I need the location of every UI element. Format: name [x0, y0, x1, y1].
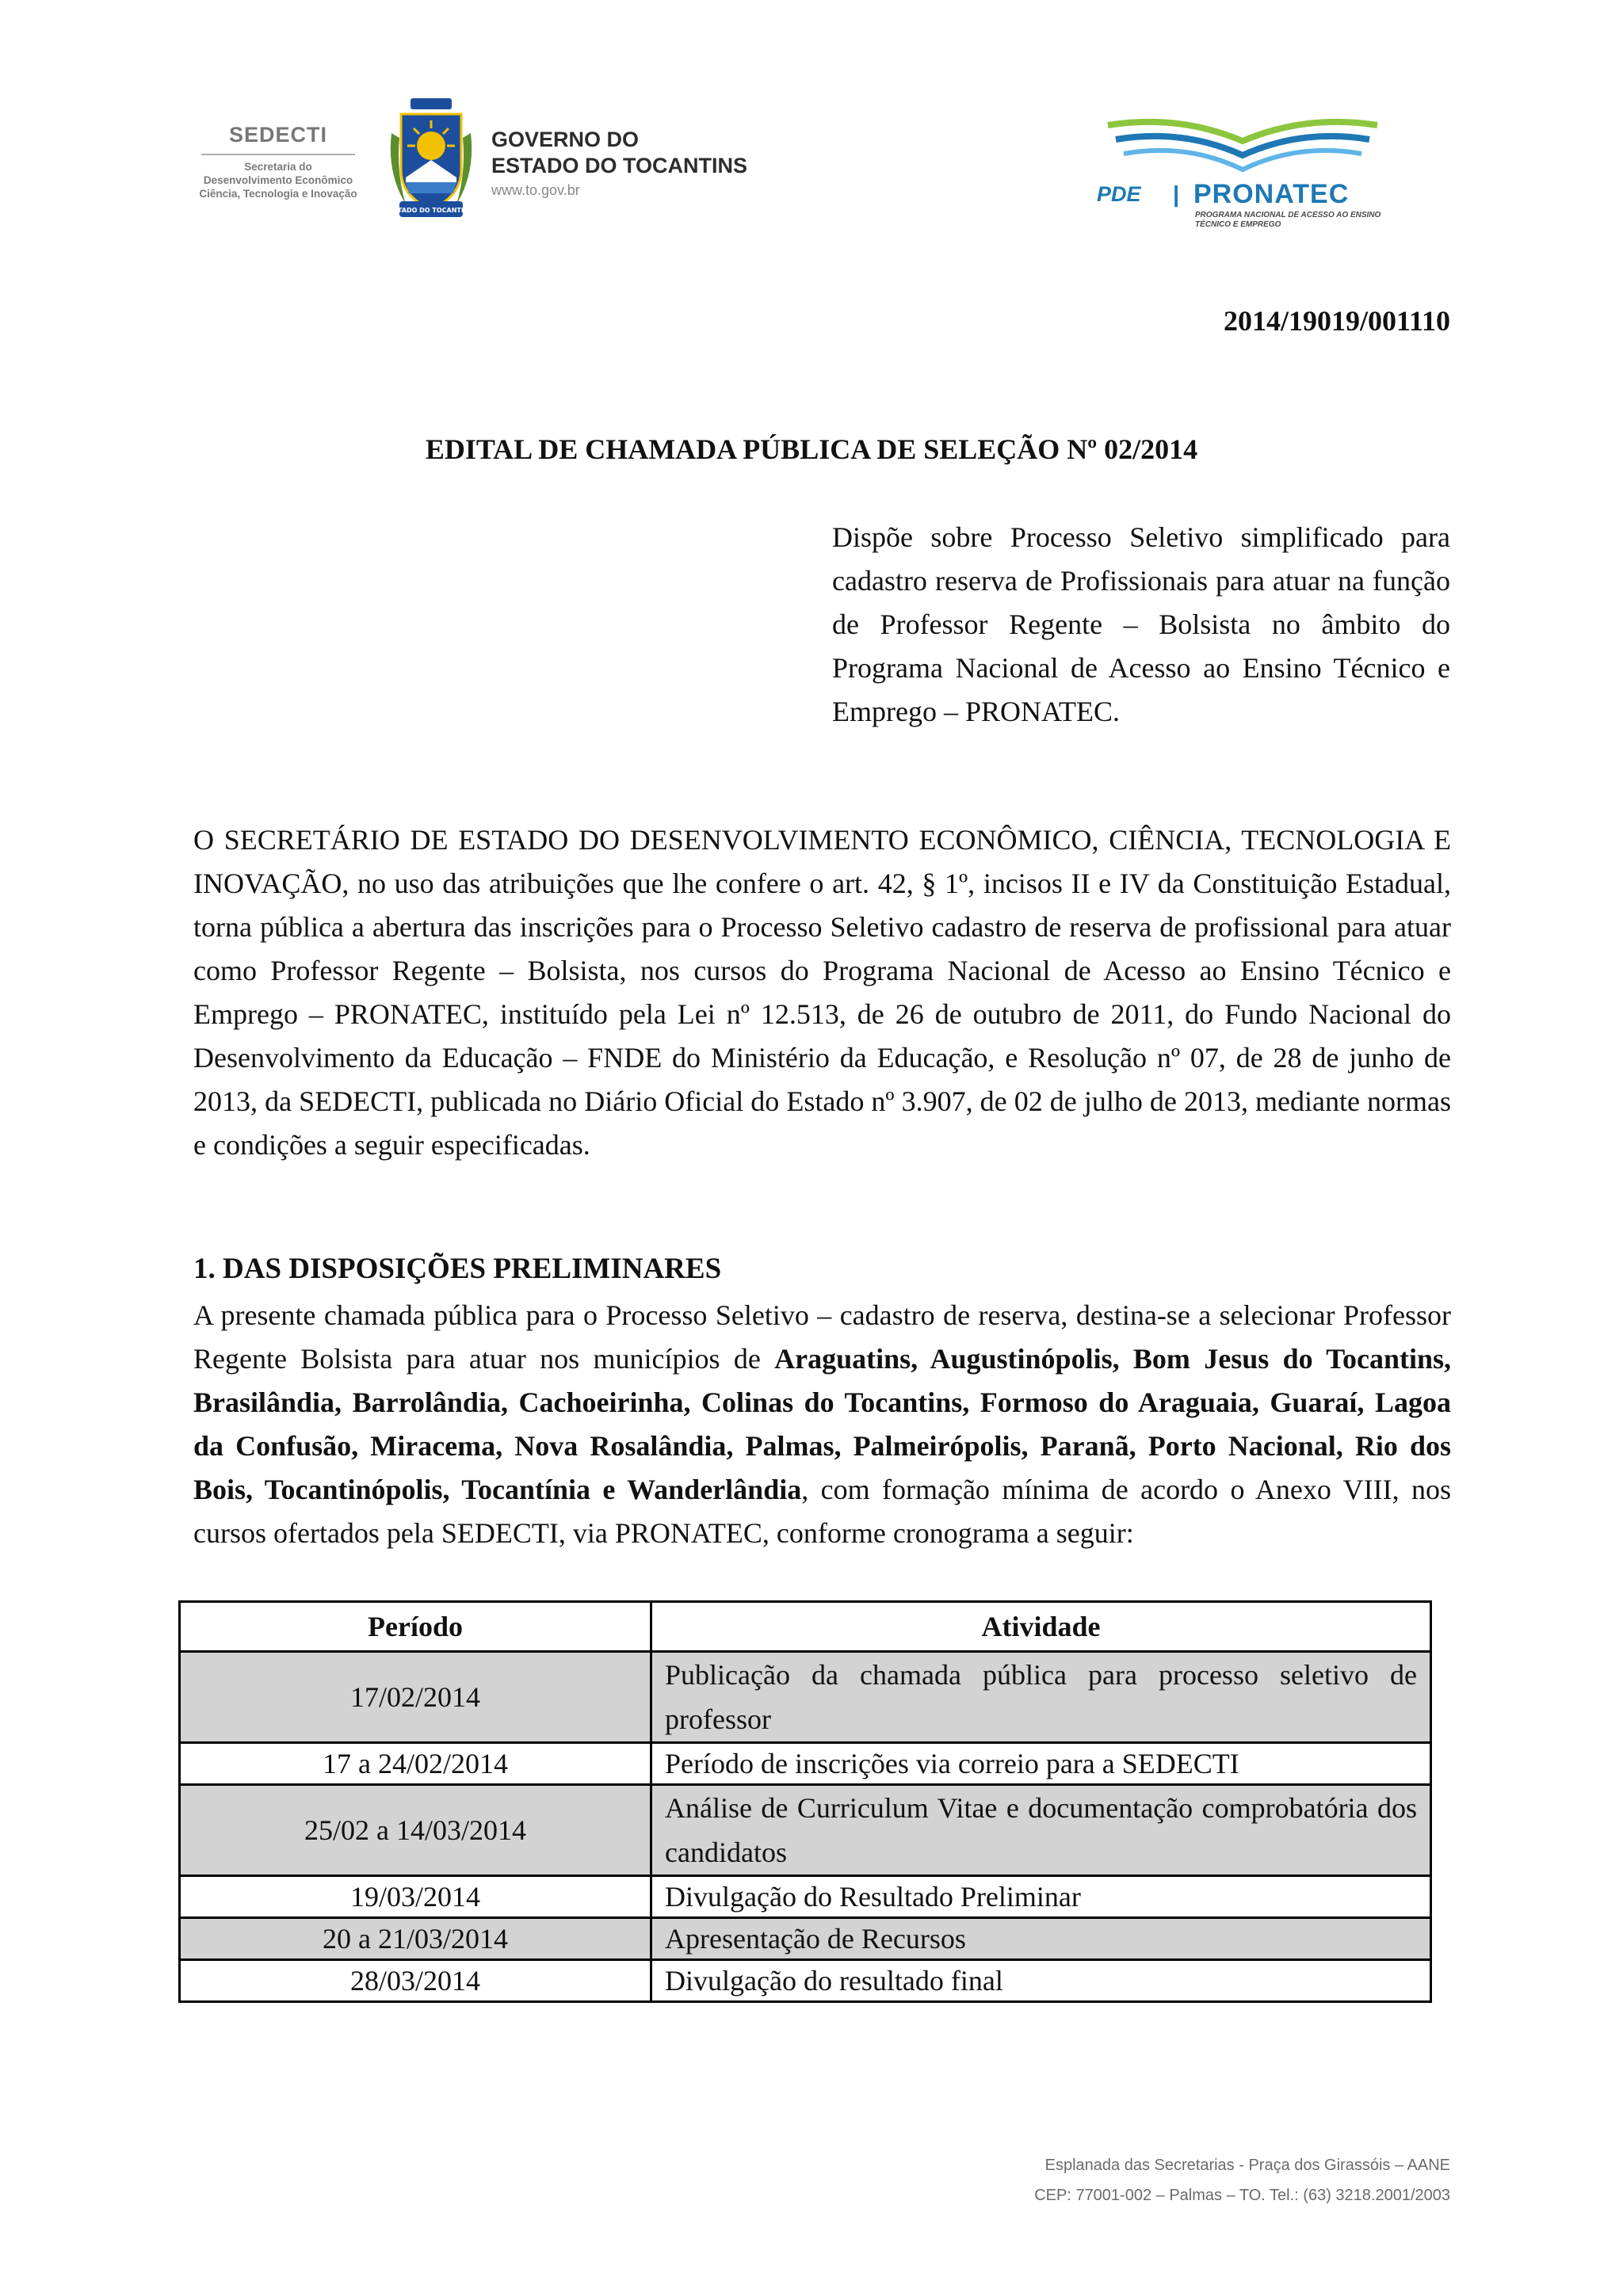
section-1-text-after: , com formação mínima de acordo o Anexo VIII, nos cursos ofertados pela SEDECTI, via PRONATEC, conforme cronograma a seguir:	[193, 1474, 1451, 1549]
government-url: www.to.gov.br	[491, 182, 580, 198]
sedecti-logo	[190, 123, 366, 200]
section-1-text-before: A presente chamada pública para o Processo Seletivo – cadastro de reserva, destina-se a selecionar Professor Regente Bolsista para atuar nos municípios de	[193, 1299, 1451, 1375]
schedule-header-row	[180, 1602, 1431, 1652]
activity-cell: Período de inscrições via correio para a SEDECTI	[651, 1743, 1431, 1785]
period-cell: 17 a 24/02/2014	[180, 1743, 651, 1785]
government-line-2: ESTADO DO TOCANTINS	[491, 154, 748, 177]
sedecti-name: SEDECTI	[228, 123, 328, 147]
table-row	[180, 1876, 1431, 1918]
sedecti-line-3: Ciência, Tecnologia e Inovação	[199, 188, 357, 200]
municipalities-list: Araguatins, Augustinópolis, Bom Jesus do Tocantins, Brasilândia, Barrolândia, Cachoeirinha, Colinas do Tocantins, Formoso do Araguaia, Guaraí, Lagoa da Confusão, Miracema, Nova Rosalândia, Palmas, Palmeirópolis, Paranã, Porto Nacional, Rio dos Bois, Tocantinópolis, Tocantínia e Wanderlândia	[193, 1343, 1452, 1505]
activity-cell: Divulgação do Resultado Preliminar	[651, 1876, 1431, 1918]
sedecti-line-2: Desenvolvimento Econômico	[203, 174, 353, 186]
sedecti-line-1: Secretaria do	[244, 161, 312, 173]
footer-address: Esplanada das Secretarias - Praça dos Girassóis – AANE	[1044, 2157, 1450, 2174]
activity-cell: Análise de Curriculum Vitae e documentação comprobatória dos candidatos	[651, 1785, 1431, 1876]
tocantins-crest-icon	[382, 93, 480, 227]
period-cell: 28/03/2014	[180, 1960, 651, 2002]
section-1-title: 1. DAS DISPOSIÇÕES PRELIMINARES	[193, 1253, 722, 1285]
activity-cell: Publicação da chamada pública para processo seletivo de professor	[651, 1652, 1431, 1743]
period-cell: 19/03/2014	[180, 1876, 651, 1918]
pronatec-subtitle: PROGRAMA NACIONAL DE ACESSO AO ENSINO TÉCNICO E EMPREGO	[1195, 211, 1381, 229]
period-cell: 17/02/2014	[180, 1652, 651, 1743]
pronatec-name: PRONATEC	[1193, 179, 1350, 209]
protocol-number: 2014/19019/001110	[1223, 305, 1450, 337]
summary-paragraph: Dispõe sobre Processo Seletivo simplificado para cadastro reserva de Profissionais para atuar na função de Professor Regente – Bolsista no âmbito do Programa Nacional de Acesso ao Ensino Técnico e Emprego – PRONATEC.	[832, 521, 1450, 727]
crest-banner-text: ESTADO DO TOCANTINS	[388, 207, 474, 214]
period-header: Período	[180, 1602, 651, 1652]
table-row	[180, 1652, 1431, 1743]
period-cell: 25/02 a 14/03/2014	[180, 1785, 651, 1876]
intro-paragraph: O SECRETÁRIO DE ESTADO DO DESENVOLVIMENTO ECONÔMICO, CIÊNCIA, TECNOLOGIA E INOVAÇÃO, no uso das atribuições que lhe confere o art. 42, § 1º, incisos II e IV da Constituição Estadual, torna pública a abertura das inscrições para o Processo Seletivo cadastro de reserva de profissional para atuar como Professor Regente – Bolsista, nos cursos do Programa Nacional de Acesso ao Ensino Técnico e Emprego – PRONATEC, instituído pela Lei nº 12.513, de 26 de outubro de 2011, do Fundo Nacional do Desenvolvimento da Educação – FNDE do Ministério da Educação, e Resolução nº 07, de 28 de junho de 2013, da SEDECTI, publicada no Diário Oficial do Estado nº 3.907, de 02 de julho de 2013, mediante normas e condições a seguir especificadas.	[193, 824, 1451, 1161]
sedecti-divider	[201, 154, 355, 155]
activity-cell: Divulgação do resultado final	[651, 1960, 1431, 2002]
activity-header: Atividade	[651, 1602, 1431, 1652]
government-logo-text	[491, 127, 747, 199]
document-title: EDITAL DE CHAMADA PÚBLICA DE SELEÇÃO Nº 02/2014	[425, 433, 1198, 465]
pronatec-separator: |	[1173, 182, 1180, 208]
activity-cell: Apresentação de Recursos	[651, 1918, 1431, 1960]
page-footer	[1034, 2150, 1450, 2210]
pde-label: PDE	[1097, 182, 1141, 206]
section-1-paragraph	[193, 1294, 1451, 1555]
table-row	[180, 1960, 1431, 2002]
schedule-table	[178, 1600, 1432, 2003]
government-line-1: GOVERNO DO	[491, 128, 640, 151]
pronatec-book-icon	[1084, 109, 1401, 181]
table-row	[180, 1918, 1431, 1960]
pronatec-logo	[1084, 109, 1401, 236]
footer-contact: CEP: 77001-002 – Palmas – TO. Tel.: (63) 3218.2001/2003	[1034, 2187, 1450, 2204]
table-row	[180, 1743, 1431, 1785]
table-row	[180, 1785, 1431, 1876]
period-cell: 20 a 21/03/2014	[180, 1918, 651, 1960]
